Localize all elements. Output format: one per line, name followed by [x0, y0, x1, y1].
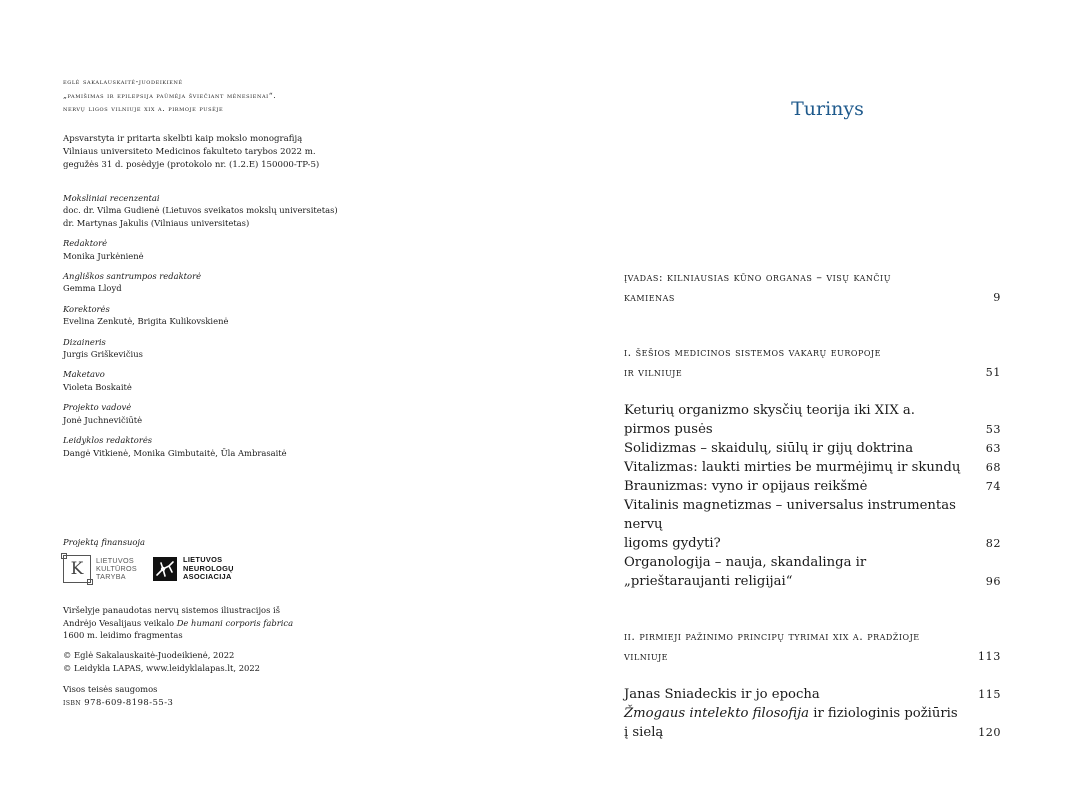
sponsor-logos [63, 555, 234, 583]
credit-name: Gemma Lloyd [63, 283, 122, 294]
credits-list [63, 192, 338, 467]
credit-layout [63, 368, 338, 393]
cover-info-line [63, 617, 293, 630]
k-letter-icon [63, 555, 91, 583]
copyright-line: © Eglė Sakalauskaitė-Juodeikienė, 2022 [63, 650, 235, 660]
isbn: isbn 978-609-8198-55-3 [63, 696, 174, 707]
cover-info-work-title: De humani corporis fabrica [176, 617, 294, 628]
credit-role: Dizaineris [63, 336, 106, 347]
toc-chapter-title: ii. pirmieji pažinimo principų tyrimai xix a. pradžioje [624, 630, 920, 643]
toc-section-title: ligoms gydyti? [624, 536, 721, 551]
toc-section-title: Janas Sniadeckis ir jo epocha [624, 687, 820, 702]
toc-section [624, 534, 1001, 553]
credit-name: Jurgis Griškevičius [63, 349, 143, 360]
logo-text [183, 556, 234, 581]
toc-chapter-title: vilniuje [624, 649, 668, 663]
credit-reviewers [63, 192, 338, 229]
toc-page-number: 51 [985, 365, 1001, 379]
toc-page-number: 115 [978, 688, 1001, 701]
credit-name: dr. Martynas Jakulis (Vilniaus universitetas) [63, 217, 250, 228]
toc-section-title: Vitalinis magnetizmas – universalus instrumentas nervų [624, 498, 956, 532]
toc-section-title-italic: Žmogaus intelekto filosofija [624, 706, 810, 721]
rights-notice [63, 683, 173, 708]
toc-section-title: Organologija – nauja, skandalinga ir „prieštaraujanti religijai“ [624, 555, 867, 589]
book-header [63, 75, 276, 116]
credit-name: Evelina Zenkutė, Brigita Kulikovskienė [63, 316, 229, 327]
toc-chapter-title: i. šešios medicinos sistemos vakarų europoje [624, 346, 881, 359]
toc-page-number: 68 [985, 461, 1001, 474]
toc-chapter-title: kamienas [624, 290, 675, 304]
logo-letter: K [70, 559, 84, 579]
credit-name: doc. dr. Vilma Gudienė (Lietuvos sveikatos mokslų universitetas) [63, 205, 338, 216]
credit-project-manager [63, 401, 338, 426]
right-page [535, 0, 1070, 801]
logo-line: KULTŪROS [96, 563, 138, 573]
credit-role: Leidyklos redaktorės [63, 435, 153, 446]
toc-chapter-title: ir vilniuje [624, 365, 683, 379]
credit-name: Dangė Vitkienė, Monika Gimbutaitė, Ūla Ambrasaitė [63, 447, 287, 458]
toc-section-title [624, 704, 977, 742]
credit-english-editor [63, 270, 338, 295]
toc-section [624, 553, 1001, 591]
credit-name: Violeta Boskaitė [63, 381, 132, 392]
cover-info-line: Viršelyje panaudotas nervų sistemos iliustracijos iš [63, 605, 281, 615]
credit-role: Moksliniai recenzentai [63, 193, 160, 203]
approval-line: gegužės 31 d. posėdyje (protokolo nr. (1.2.E) 150000-TP-5) [63, 159, 320, 170]
toc-chapter-1 [624, 343, 1001, 382]
credit-role: Redaktorė [63, 238, 108, 249]
toc-section-title: Keturių organizmo skysčių teorija iki XIX a. pirmos pusės [624, 403, 915, 437]
credit-publisher-editors [63, 434, 338, 459]
neuron-icon [153, 557, 177, 581]
toc-spacer [624, 307, 1001, 343]
toc-spacer [624, 382, 1001, 401]
toc-page-number: 53 [985, 423, 1001, 436]
toc-page-number: 74 [985, 480, 1001, 493]
toc-section [624, 496, 1001, 534]
toc-page-number: 113 [977, 649, 1001, 663]
toc-section-title-rest: ir fiziologinis požiūris į sielą [624, 706, 958, 740]
toc-intro [624, 268, 1001, 307]
logo-text [96, 557, 137, 582]
toc-section [624, 458, 1001, 477]
logo-line: LIETUVOS [96, 555, 134, 565]
funding-section [63, 537, 145, 547]
author-name: eglė sakalauskaitė-juodeikienė [63, 77, 183, 86]
toc-chapter-1-sections [624, 401, 1001, 591]
toc-section [624, 704, 1001, 742]
credit-name: Jonė Juchnevičiūtė [63, 414, 143, 425]
credit-designer [63, 336, 338, 361]
lithuanian-council-for-culture-logo [63, 555, 137, 583]
credit-role: Angliškos santrumpos redaktorė [63, 271, 202, 282]
credit-name: Monika Jurkėnienė [63, 250, 144, 261]
copyright-line: © Leidykla LAPAS, www.leidyklalapas.lt, 2022 [63, 662, 261, 673]
approval-line: Vilniaus universiteto Medicinos fakulteto tarybos 2022 m. [63, 146, 316, 157]
cover-info [63, 604, 293, 642]
toc-page-number: 63 [985, 442, 1001, 455]
toc-section-title: Vitalizmas: laukti mirties be murmėjimų ir skundų [624, 460, 961, 475]
copyright-notice [63, 649, 260, 674]
toc-page-number: 96 [985, 575, 1001, 588]
toc-section-title: Braunizmas: vyno ir opijaus reikšmė [624, 479, 868, 494]
toc-chapter-line [624, 268, 1001, 288]
toc-spacer [624, 666, 1001, 685]
table-of-contents [624, 268, 1001, 742]
credit-proofreaders [63, 303, 338, 328]
logo-line: LIETUVOS [183, 555, 223, 565]
book-title: „pamišimas ir epilepsija paūmėja šviečiant mėnesienai“. [63, 90, 277, 100]
toc-chapter-line [624, 343, 1001, 363]
cover-info-text: Andrėjo Vesalijaus veikalo [63, 617, 177, 628]
toc-page-number: 120 [978, 726, 1001, 739]
approval-line: Apsvarstyta ir pritarta skelbti kaip mokslo monografiją [63, 134, 303, 144]
toc-section-title: Solidizmas – skaidulų, siūlų ir gijų doktrina [624, 441, 914, 456]
toc-chapter-line [624, 627, 1001, 647]
funding-label: Projektą finansuoja [63, 537, 146, 547]
toc-title: Turinys [791, 98, 864, 120]
toc-chapter-2 [624, 627, 1001, 666]
toc-chapter-title: įvadas: kilniausias kūno organas – visų kančių [624, 271, 891, 284]
toc-section [624, 477, 1001, 496]
toc-section [624, 401, 1001, 439]
credit-role: Maketavo [63, 369, 105, 380]
logo-line: TARYBA [96, 572, 126, 582]
toc-page-number: 82 [985, 537, 1001, 550]
neurology-association-logo [153, 556, 234, 581]
cover-info-line: 1600 m. leidimo fragmentas [63, 630, 183, 640]
toc-section [624, 685, 1001, 704]
credit-editor [63, 237, 338, 262]
logo-line: NEUROLOGŲ [183, 563, 234, 573]
toc-section [624, 439, 1001, 458]
credit-role: Korektorės [63, 303, 110, 314]
approval-note [63, 133, 363, 171]
toc-spacer [624, 591, 1001, 627]
toc-chapter-line [624, 363, 1001, 383]
credit-role: Projekto vadovė [63, 402, 132, 413]
book-subtitle: nervų ligos vilniuje xix a. pirmoje pusėje [63, 104, 224, 113]
toc-page-number: 9 [993, 290, 1001, 304]
toc-chapter-line [624, 288, 1001, 308]
toc-chapter-2-sections [624, 685, 1001, 742]
logo-line: ASOCIACIJA [183, 572, 232, 582]
toc-chapter-line [624, 647, 1001, 667]
rights-reserved: Visos teisės saugomos [63, 684, 158, 694]
